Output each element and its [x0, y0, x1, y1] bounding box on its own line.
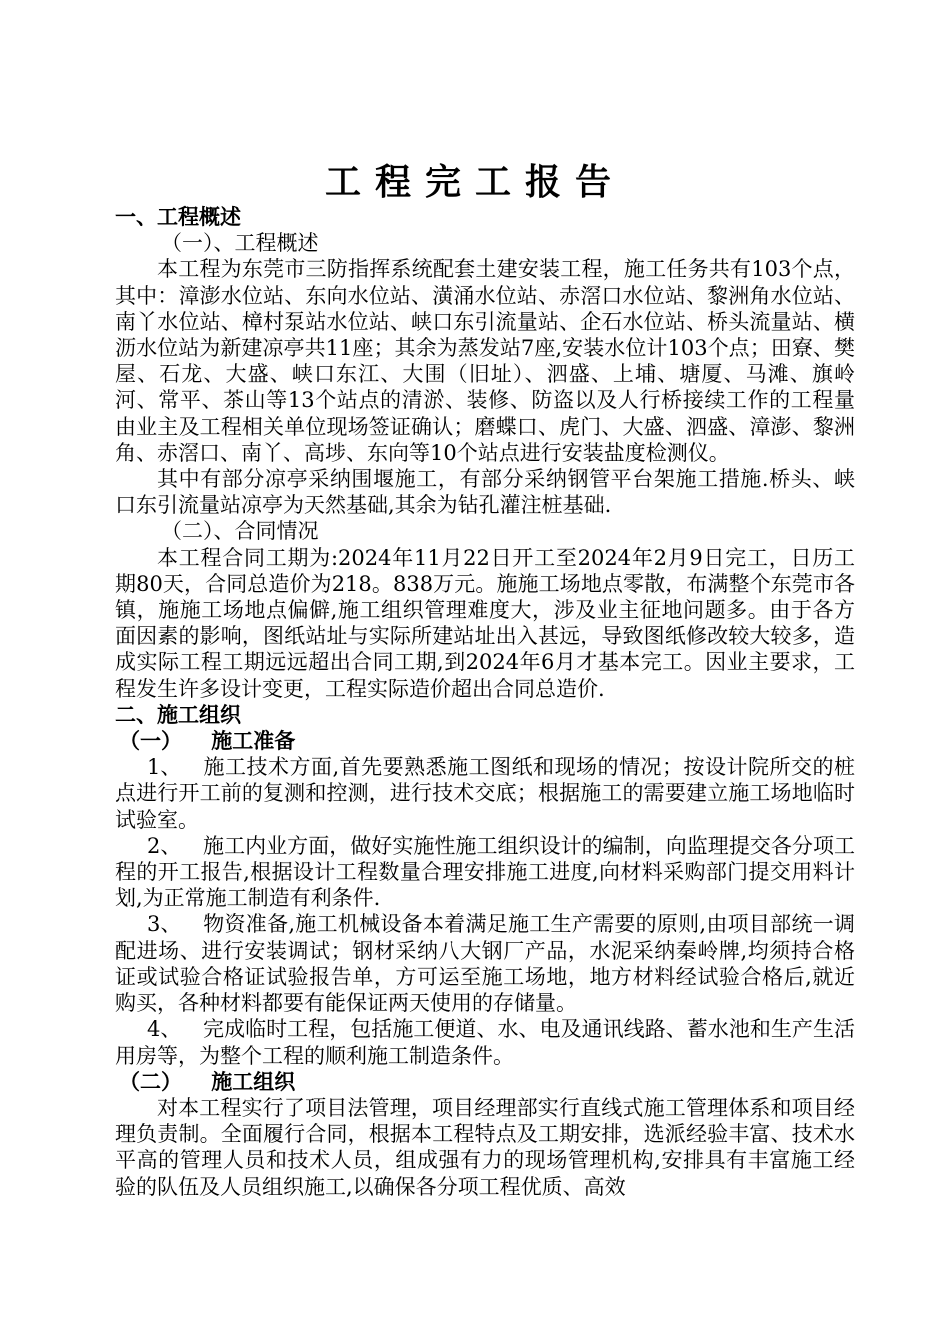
- list-item-number: 3、: [147, 912, 182, 937]
- list-item-number: 1、: [147, 755, 182, 780]
- list-item: [115, 911, 855, 1016]
- list-item: [115, 1016, 855, 1068]
- list-item-text: 物资准备,施工机械设备本着满足施工生产需要的原则,由项目部统一调配进场、进行安装调试；钢材采纳八大钢厂产品，水泥采纳秦岭牌,均须持合格证或试验合格证试验报告单，方可运至施工场地，地方材料经试验合格后,就近购买，各种材料都要有能保证两天使用的存储量。: [115, 912, 855, 1016]
- subheading-organization-text: 施工组织: [211, 1068, 296, 1094]
- document-title: 工程完工报告: [324, 161, 625, 203]
- section-heading-overview: 一、工程概述: [115, 204, 241, 229]
- subheading-organization-num: （二）: [119, 1068, 182, 1094]
- subheading-preparation: [115, 728, 855, 754]
- list-item: [115, 754, 855, 833]
- subheading-overview: （一）、工程概述: [161, 231, 319, 256]
- list-item-text: 施工内业方面，做好实施性施工组织设计的编制，向监理提交各分项工程的开工报告,根据设计工程数量合理安排施工进度,向材料采购部门提交用料计划,为正常施工制造有利条件.: [115, 833, 855, 911]
- list-item-number: 4、: [147, 1017, 182, 1042]
- paragraph-construction-methods: 其中有部分凉亭采纳围堰施工，有部分采纳钢管平台架施工措施.桥头、峡口东引流量站凉亭为天然基础,其余为钻孔灌注桩基础.: [115, 467, 855, 518]
- list-item-number: 2、: [147, 833, 182, 858]
- paragraph-project-management: 对本工程实行了项目法管理，项目经理部实行直线式施工管理体系和项目经理负责制。全面履行合同，根据本工程特点及工期安排，选派经验丰富、技术水平高的管理人员和技术人员，组成强有力的现场管理机构,安排具有丰富施工经验的队伍及人员组织施工,以确保各分项工程优质、高效: [115, 1095, 855, 1199]
- list-item-text: 施工技术方面,首先要熟悉施工图纸和现场的情况；按设计院所交的桩点进行开工前的复测和控测，进行技术交底；根据施工的需要建立施工场地临时试验室。: [115, 755, 855, 832]
- paragraph-contract-details: 本工程合同工期为:2024年11月22日开工至2024年2月9日完工，日历工期80天，合同总造价为218。838万元。施施工场地点零散，布满整个东莞市各镇，施施工场地点偏僻,施工组织管理难度大，涉及业主征地问题多。由于各方面因素的影响，图纸站址与实际所建站址出入甚远，导致图纸修改较大较多，造成实际工程工期远远超出合同工期,到2024年6月才基本完工。因业主要求，工程发生许多设计变更，工程实际造价超出合同总造价.: [115, 545, 855, 701]
- document-body: [115, 204, 855, 1200]
- subheading-organization: [115, 1069, 855, 1095]
- subheading-preparation-num: （一）: [119, 728, 182, 754]
- list-item-text: 完成临时工程，包括施工便道、水、电及通讯线路、蓄水池和生产生活用房等，为整个工程的顺利施工制造条件。: [115, 1017, 855, 1068]
- list-item: [115, 833, 855, 912]
- subheading-contract: （二）、合同情况: [161, 519, 319, 544]
- section-heading-organization: 二、施工组织: [115, 701, 241, 727]
- subheading-preparation-text: 施工准备: [211, 728, 296, 754]
- paragraph-project-scope: 本工程为东莞市三防指挥系统配套土建安装工程，施工任务共有103个点，其中：漳澎水位站、东向水位站、潢涌水位站、赤滘口水位站、黎洲角水位站、南丫水位站、樟村泵站水位站、峡口东引流量站、企石水位站、桥头流量站、横沥水位站为新建凉亭共11座；其余为蒸发站7座,安装水位计103个点；田寮、樊屋、石龙、大盛、峡口东江、大围（旧址）、泗盛、上埔、塘厦、马滩、旗岭河、常平、茶山等13个站点的清淤、装修、防盗以及人行桥接续工作的工程量由业主及工程相关单位现场签证确认；磨蝶口、虎门、大盛、泗盛、漳澎、黎洲角、赤滘口、南丫、高埗、东向等10个站点进行安装盐度检测仪。: [115, 257, 855, 465]
